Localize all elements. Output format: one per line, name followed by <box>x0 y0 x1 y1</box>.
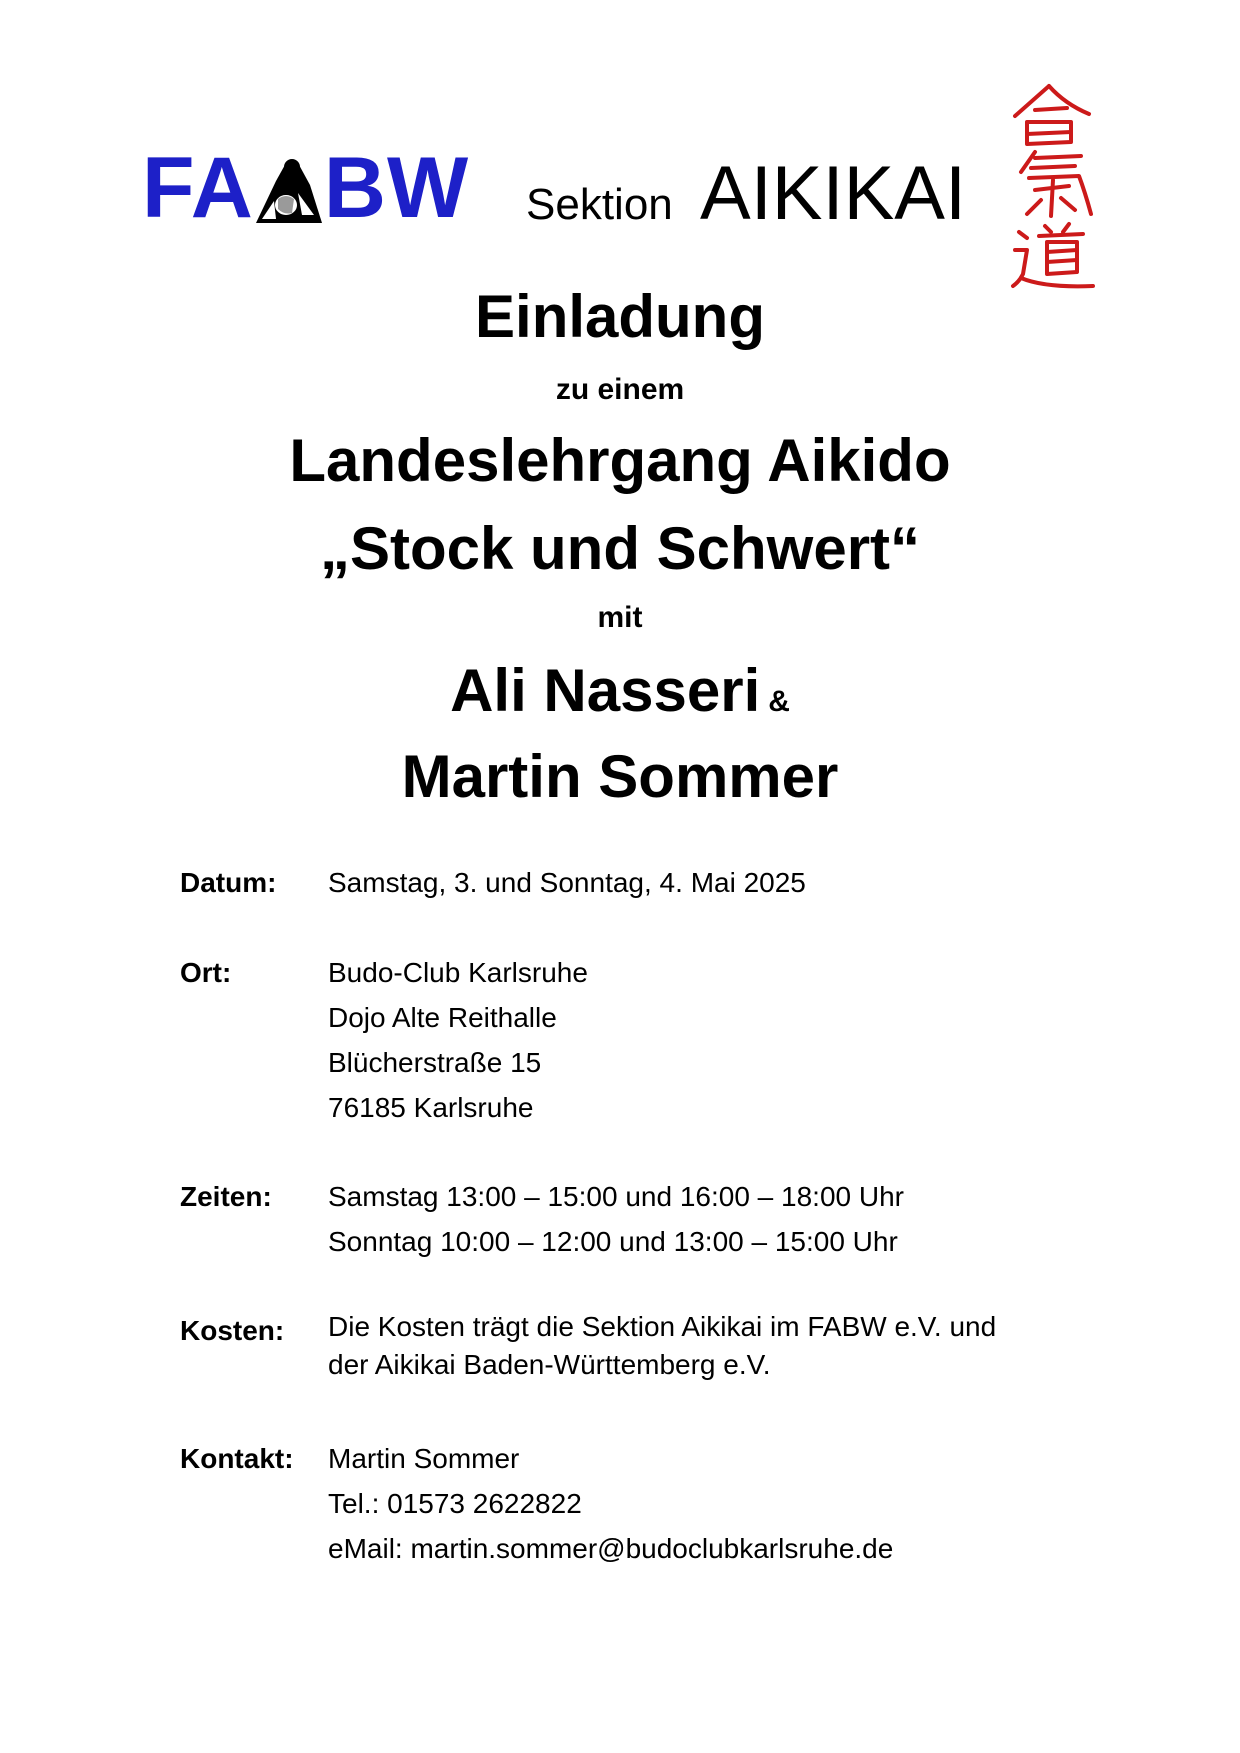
datum-line: Samstag, 3. und Sonntag, 4. Mai 2025 <box>328 867 806 898</box>
kosten-line: Die Kosten trägt die Sektion Aikikai im FABW e.V. und <box>328 1311 997 1342</box>
detail-label-datum: Datum: <box>180 867 277 898</box>
zeiten-line: Sonntag 10:00 – 12:00 und 13:00 – 15:00 Uhr <box>328 1226 898 1257</box>
aikido-kanji-icon <box>1005 82 1095 294</box>
detail-label-kontakt: Kontakt: <box>180 1443 294 1474</box>
detail-label-zeiten: Zeiten: <box>180 1181 272 1212</box>
detail-value-ort <box>328 950 1088 1130</box>
title-motto: „Stock und Schwert“ <box>319 515 921 582</box>
aikido-figure-icon <box>252 153 326 227</box>
title-zu-einem: zu einem <box>555 373 685 406</box>
ort-line: Budo-Club Karlsruhe <box>328 957 588 988</box>
logo-text-fa: FA <box>142 140 254 236</box>
logo-text-bw: BW <box>323 140 470 236</box>
kosten-line: der Aikikai Baden-Württemberg e.V. <box>328 1349 771 1380</box>
trainer-1-name: Ali Nasseri <box>450 657 761 724</box>
title-mit: mit <box>597 601 643 634</box>
sektion-label: Sektion <box>526 180 673 229</box>
zeiten-line: Samstag 13:00 – 15:00 und 16:00 – 18:00 Uhr <box>328 1181 904 1212</box>
detail-label-ort: Ort: <box>180 957 232 988</box>
trainer-1 <box>0 656 1240 737</box>
kontakt-phone: Tel.: 01573 2622822 <box>328 1488 582 1519</box>
ampersand: & <box>768 685 790 718</box>
aikikai-label: AIKIKAI <box>700 151 967 236</box>
kontakt-name: Martin Sommer <box>328 1443 520 1474</box>
title-einladung: Einladung <box>475 283 765 350</box>
ort-line: 76185 Karlsruhe <box>328 1092 534 1123</box>
detail-label-kosten: Kosten: <box>180 1315 285 1346</box>
detail-value-kosten <box>328 1308 1088 1384</box>
title-landeslehrgang: Landeslehrgang Aikido <box>289 427 951 494</box>
trainer-2: Martin Sommer <box>401 743 839 810</box>
detail-value-zeiten <box>328 1174 1088 1264</box>
detail-value-kontakt <box>328 1436 1088 1571</box>
detail-value-datum <box>328 860 1088 905</box>
ort-line: Blücherstraße 15 <box>328 1047 542 1078</box>
fabw-logo <box>142 140 470 236</box>
ort-line: Dojo Alte Reithalle <box>328 1002 557 1033</box>
kontakt-email: eMail: martin.sommer@budoclubkarlsruhe.de <box>328 1533 894 1564</box>
